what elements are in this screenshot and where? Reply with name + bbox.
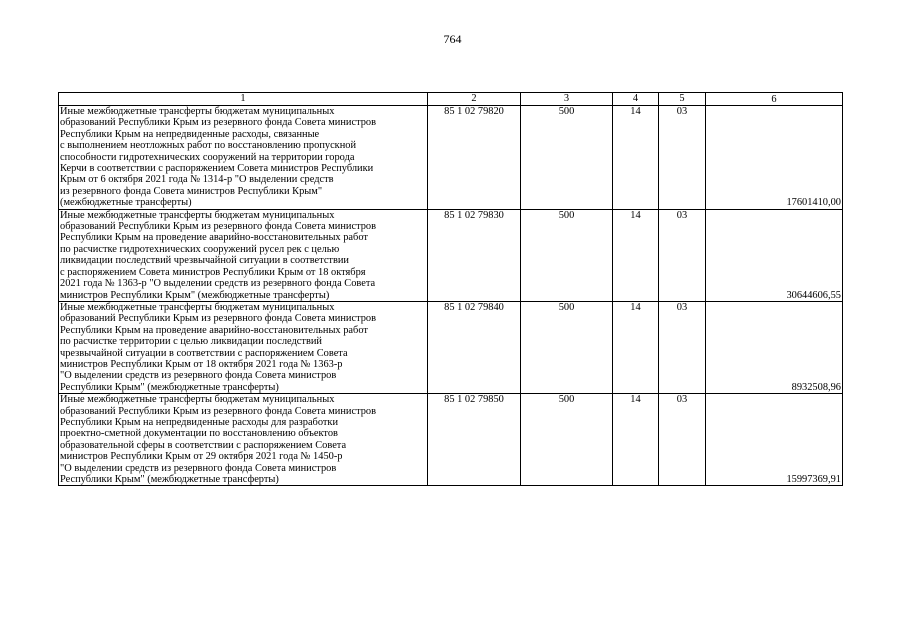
row-amount: 30644606,55	[706, 209, 843, 301]
row-description	[59, 394, 428, 486]
description-line: образований Республики Крым из резервного фонда Совета министров	[60, 221, 377, 233]
header-col-5: 5	[659, 93, 706, 106]
description-line: Республики Крым на проведение аварийно-восстановительных работ	[60, 232, 368, 244]
row-type: 500	[521, 301, 613, 393]
table-row	[59, 106, 843, 210]
description-line: Иные межбюджетные трансферты бюджетам муниципальных	[60, 301, 335, 313]
description-line: ликвидации последствий чрезвычайной ситуации в соответствии	[60, 255, 349, 267]
description-line: Иные межбюджетные трансферты бюджетам муниципальных	[60, 106, 335, 117]
table-row	[59, 394, 843, 486]
description-line: министров Республики Крым от 29 октября 2021 года № 1450-р	[60, 451, 343, 463]
row-subsection: 03	[659, 106, 706, 210]
header-col-3: 3	[521, 93, 613, 106]
row-amount: 8932508,96	[706, 301, 843, 393]
description-line: министров Республики Крым" (межбюджетные трансферты)	[60, 289, 330, 301]
description-line: "О выделении средств из резервного фонда Совета министров	[60, 462, 337, 474]
row-description	[59, 209, 428, 301]
description-line: "О выделении средств из резервного фонда Совета министров	[60, 370, 337, 382]
description-line: Керчи в соответствии с распоряжением Совета министров Республики	[60, 163, 374, 175]
row-type: 500	[521, 209, 613, 301]
row-type: 500	[521, 106, 613, 210]
description-line: образований Республики Крым из резервного фонда Совета министров	[60, 405, 377, 417]
description-line: (межбюджетные трансферты)	[60, 197, 192, 209]
header-col-4: 4	[613, 93, 659, 106]
budget-table	[58, 92, 843, 486]
description-line: с распоряжением Совета министров Республики Крым от 18 октября	[60, 266, 366, 278]
row-section: 14	[613, 209, 659, 301]
description-line: с выполнением неотложных работ по восстановлению пропускной	[60, 140, 357, 152]
row-description	[59, 301, 428, 393]
row-code: 85 1 02 79850	[428, 394, 521, 486]
row-code: 85 1 02 79840	[428, 301, 521, 393]
description-line: Республики Крым на непредвиденные расходы для разработки	[60, 416, 339, 428]
row-subsection: 03	[659, 394, 706, 486]
description-line: по расчистке территории с целью ликвидации последствий	[60, 336, 322, 348]
row-description	[59, 106, 428, 210]
row-amount: 15997369,91	[706, 394, 843, 486]
description-line: Республики Крым на непредвиденные расходы, связанные	[60, 128, 320, 140]
description-line: Республики Крым" (межбюджетные трансферты)	[60, 381, 279, 393]
description-line: проектно-сметной документации по восстановлению объектов	[60, 428, 338, 440]
description-line: Крым от 6 октября 2021 года № 1314-р "О выделении средств	[60, 174, 334, 186]
header-col-6: 6	[706, 93, 843, 106]
row-type: 500	[521, 394, 613, 486]
description-line: способности гидротехнических сооружений на территории города	[60, 151, 355, 163]
row-section: 14	[613, 106, 659, 210]
description-line: Республики Крым" (межбюджетные трансферты)	[60, 474, 279, 485]
header-col-2: 2	[428, 93, 521, 106]
table-header-row	[59, 93, 843, 106]
description-line: Республики Крым на проведение аварийно-восстановительных работ	[60, 324, 368, 336]
table-row	[59, 209, 843, 301]
description-line: Иные межбюджетные трансферты бюджетам муниципальных	[60, 394, 335, 406]
description-line: 2021 года № 1363-р "О выделении средств из резервного фонда Совета	[60, 278, 376, 290]
description-line: из резервного фонда Совета министров Республики Крым"	[60, 185, 323, 197]
description-line: образований Республики Крым из резервного фонда Совета министров	[60, 117, 377, 129]
row-code: 85 1 02 79820	[428, 106, 521, 210]
row-code: 85 1 02 79830	[428, 209, 521, 301]
description-line: по расчистке гидротехнических сооружений русел рек с целью	[60, 243, 340, 255]
description-line: Иные межбюджетные трансферты бюджетам муниципальных	[60, 209, 335, 221]
header-col-1: 1	[59, 93, 428, 106]
table-row	[59, 301, 843, 393]
description-line: образовательной сферы в соответствии с распоряжением Совета	[60, 439, 347, 451]
row-section: 14	[613, 394, 659, 486]
description-line: чрезвычайной ситуации в соответствии с распоряжением Совета	[60, 347, 348, 359]
row-subsection: 03	[659, 209, 706, 301]
row-section: 14	[613, 301, 659, 393]
row-subsection: 03	[659, 301, 706, 393]
description-line: министров Республики Крым от 18 октября 2021 года № 1363-р	[60, 358, 343, 370]
page-number: 764	[443, 32, 462, 46]
description-line: образований Республики Крым из резервного фонда Совета министров	[60, 313, 377, 325]
row-amount: 17601410,00	[706, 106, 843, 210]
